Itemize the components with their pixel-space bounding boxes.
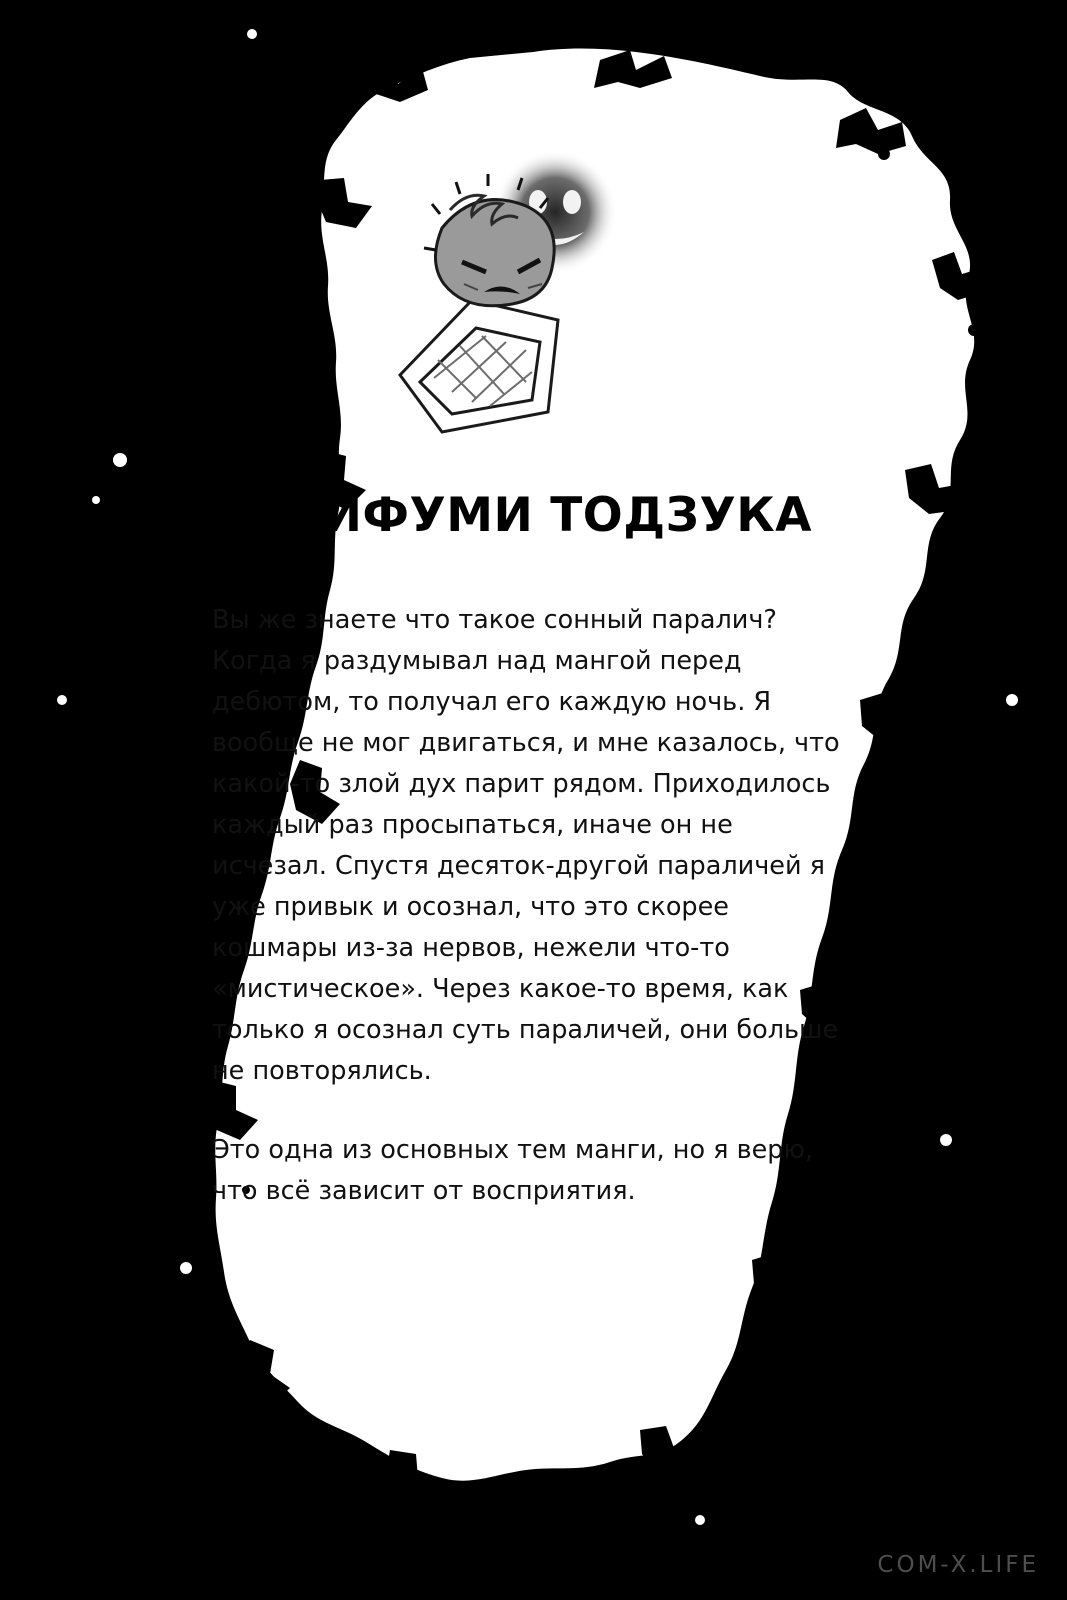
- character-head: [435, 195, 554, 306]
- site-watermark: COM-X.LIFE: [877, 1552, 1039, 1578]
- paragraph-1: Вы же знаете что такое сонный паралич? Когда я раздумывал над мангой перед дебютом, то получал его каждую ночь. Я вообще не мог двигаться, и мне казалось, что какой-то злой дух парит рядом. Приходилось каждый раз просыпаться, иначе он не исчезал. Спустя десяток-другой параличей я уже привык и осознал, что это скорее кошмары из-за нервов, нежели что-то «мистическое». Через какое-то время, как только я осознал суть параличей, они больше не повторялись.: [212, 605, 840, 1086]
- article-body: [212, 600, 852, 1212]
- page-title: ЁСИФУМИ ТОДЗУКА: [254, 488, 813, 543]
- manga-character-under-blanket-with-dark-spirit-illustration: [380, 150, 680, 460]
- paragraph-2: Это одна из основных тем манги, но я верю, что всё зависит от восприятия.: [212, 1135, 814, 1206]
- illustration-svg: [380, 150, 680, 460]
